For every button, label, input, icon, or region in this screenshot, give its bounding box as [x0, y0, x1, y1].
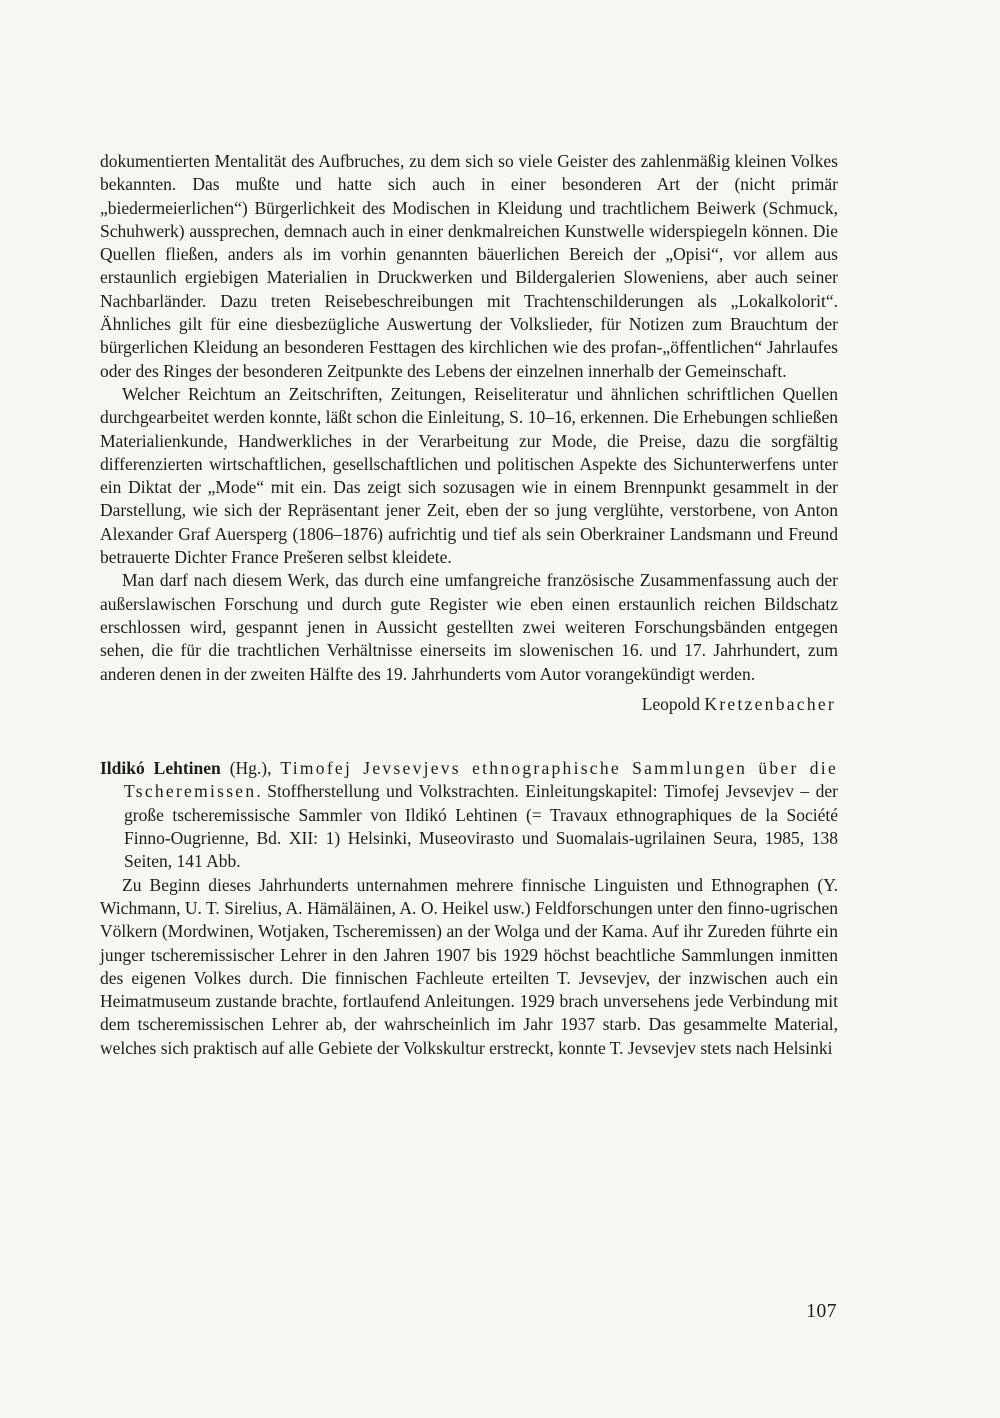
bibliography-title: Timofej Jevsevjevs ethnographische Sammlungen über die Tscheremissen: [124, 758, 838, 802]
bibliography-editor-note: (Hg.),: [220, 758, 281, 779]
bibliography-entry: [100, 757, 838, 873]
reviewer-signature: [100, 693, 838, 716]
paragraph: Zu Beginn dieses Jahrhunderts unternahmen mehrere finnische Linguisten und Ethnographen (Y. Wichmann, U. T. Sirelius, A. Hämäläinen, A. O. Heikel usw.) Feldforschungen unter den finno-ugrischen Völkern (Mordwinen, Wotjaken, Tscheremissen) an der Wolga und der Kama. Auf ihr Zureden führte ein junger tscheremissischer Lehrer in den Jahren 1907 bis 1929 höchst beachtliche Sammlungen inmitten des eigenen Volkes durch. Die finnischen Fachleute erteilten T. Jevsevjev, der inzwischen auch ein Heimatmuseum zustande brachte, fortlaufend Anleitungen. 1929 brach unversehens jede Verbindung mit dem tscheremissischen Lehrer ab, der wahrscheinlich im Jahr 1937 starb. Das gesammelte Material, welches sich praktisch auf alle Gebiete der Volkskultur erstreckt, konnte T. Jevsevjev stets nach Helsinki: [100, 874, 838, 1058]
bibliography-details: . Stoffherstellung und Volkstrachten. Einleitungskapitel: Timofej Jevsevjev – der große tscheremissische Sammler von Ildikó Lehtinen (= Travaux ethnographiques de la Société Finno-Ougrienne, Bd. XII: 1) Helsinki, Museovirasto und Suomalais-ugrilainen Seura, 1985, 138 Seiten, 141 Abb.: [124, 781, 838, 872]
bibliography-author: Ildikó Lehtinen: [100, 758, 221, 779]
reviewer-last-name: Kretzenbacher: [704, 693, 836, 714]
paragraph-continuation: dokumentierten Mentalität des Aufbruches, zu dem sich so viele Geister des zahlenmäßig kleinen Volkes bekannten. Das mußte und hatte sich auch in einer besonderen Art der (nicht primär „biedermeierlichen“) Bürgerlichkeit des Modischen in Kleidung und trachtlichem Beiwerk (Schmuck, Schuhwerk) aussprechen, demnach auch in einer denkmalreichen Kunstwelle widerspiegeln können. Die Quellen fließen, anders als im vorhin genannten bäuerlichen Bereich der „Opisi“, vor allem aus erstaunlich ergiebigen Materialien in Druckwerken und Bildergalerien Sloweniens, aber auch seiner Nachbarländer. Dazu treten Reisebeschreibungen mit Trachtenschilderungen als „Lokalkolorit“. Ähnliches gilt für eine diesbezügliche Auswertung der Volkslieder, für Notizen zum Brauchtum der bürgerlichen Kleidung an besonderen Festtagen des kirchlichen wie des profan-„öffentlichen“ Jahrlaufes oder des Ringes der besonderen Zeitpunkte des Lebens der einzelnen innerhalb der Gemeinschaft.: [100, 151, 838, 381]
paragraph: Welcher Reichtum an Zeitschriften, Zeitungen, Reiseliteratur und ähnlichen schriftlichen Quellen durchgearbeitet werden konnte, läßt schon die Einleitung, S. 10–16, erkennen. Die Erhebungen schließen Materialienkunde, Handwerkliches in der Verarbeitung zur Mode, die Preise, dazu die sorgfältig differenzierten wirtschaftlichen, gesellschaftlichen und politischen Aspekte des Sichunterwerfens unter ein Diktat der „Mode“ mit ein. Das zeigt sich sozusagen wie in einem Brennpunkt gesammelt in der Darstellung, wie sich der Repräsentant jener Zeit, eben der so jung verglühte, verstorbene, von Anton Alexander Graf Auersperg (1806–1876) aufrichtig und tief als sein Oberkrainer Landsmann und Freund betrauerte Dichter France Prešeren selbst kleidete.: [100, 383, 838, 568]
text-block: [100, 150, 838, 1060]
page-number: 107: [806, 1301, 837, 1322]
reviewer-first-name: Leopold: [641, 693, 705, 714]
paragraph: Man darf nach diesem Werk, das durch eine umfangreiche französische Zusammenfassung auch der außerslawischen Forschung und durch gute Register wie eben einen erstaunlich reichen Bildschatz erschlossen wird, gespannt jenen in Aussicht gestellten zwei weiteren Forschungsbänden entgegen sehen, die für die trachtlichen Verhältnisse einerseits im slowenischen 16. und 17. Jahrhundert, zum anderen denen in der zweiten Hälfte des 19. Jahrhunderts vom Autor vorangekündigt werden.: [100, 570, 838, 684]
